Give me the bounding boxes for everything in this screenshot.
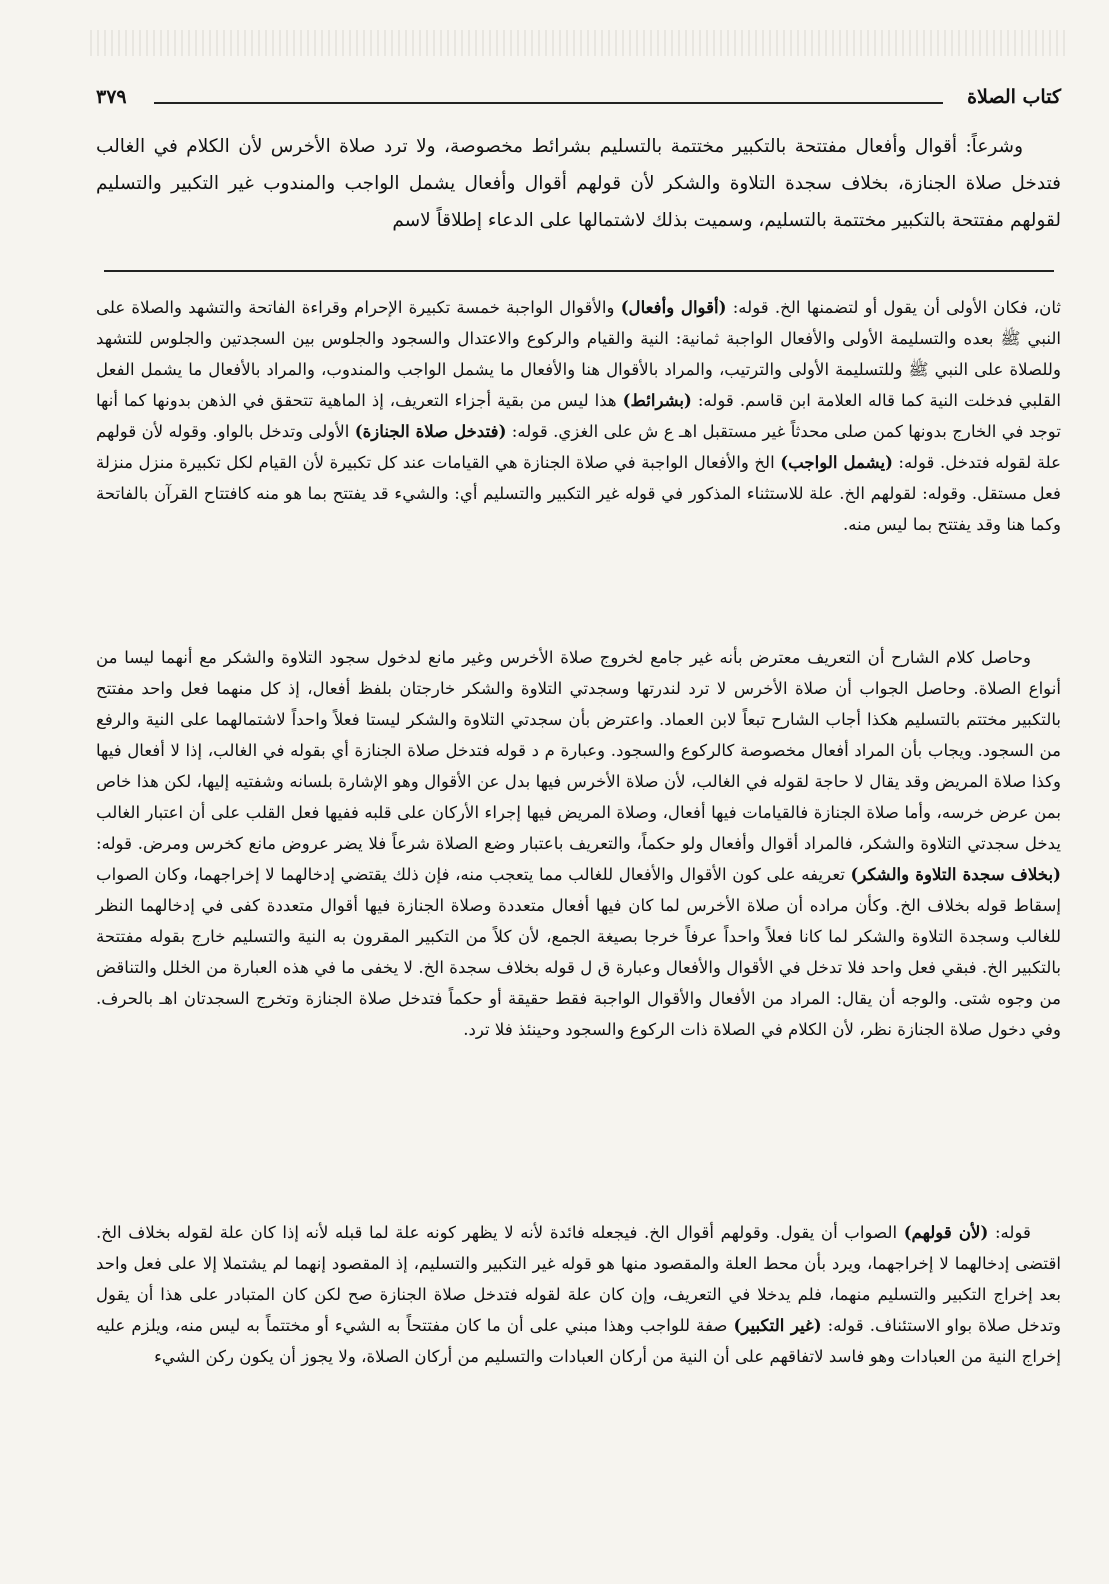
page-header [96,82,1061,116]
page-number: ٣٧٩ [96,86,127,108]
quoted-term: (بشرائط) [622,390,692,410]
main-text: وشرعاً: أقوال وأفعال مفتتحة بالتكبير مختتمة بالتسليم بشرائط مخصوصة، ولا ترد صلاة الأخرس لأن الكلام في الغالب فتدخل صلاة الجنازة، بخلاف سجدة التلاوة والشكر لأن قولهم أقوال وأفعال يشمل الواجب والمندوب غير التكبير والتسليم لقولهم مفتتحة بالتكبير مختتمة بالتسليم، وسميت بذلك لاشتمالها على الدعاء إطلاقاً لاسم [96,136,1061,231]
text-run: الصواب أن يقول. وقولهم أقوال الخ. فيجعله فائدة لأنه لا يظهر كونه علة لما قبله لأنه إذا كان علة لقوله بخلاف الخ. اقتضى إدخالهما لا إخراجهما، ويرد بأن محط العلة والمقصود منها هو قوله غير التكبير والتسليم، إذ المقصود إنهما لم يشتملا إلا على فعل واحد بعد إخراج التكبير والتسليم منهما، فلم يدخلا في التعريف، وإن كان علة لقوله فتدخل صلاة الجنازة صح لكن كان المتبادر على هذا أن يقول وتدخل صلاة بواو الاستئناف. قوله: [96,1223,1062,1335]
text-run: قوله: [988,1223,1031,1242]
text-run: ثان، فكان الأولى أن يقول أو لتضمنها الخ. قوله: [726,298,1061,317]
text-run: تعريفه على كون الأقوال والأفعال للغالب مما يتعجب منه، فإن ذلك يقتضي إدخالهما لا إخراجهما، وكان الصواب إسقاط قوله بخلاف الخ. وكأن مراده أن صلاة الأخرس لما كان فيها أفعال متعددة وصلاة الجنازة فيها أقوال متعددة كفى في إدخالهما النظر للغالب وسجدة التلاوة والشكر لما كانا فعلاً واحداً عرفاً خرجا بصيغة الجمع، لأن كلاً من التكبير المقرون به النية والتسليم خارج بقوله مفتتحة بالتكبير الخ. فبقي فعل واحد فلا تدخل في الأقوال والأفعال وعبارة ق ل قوله بخلاف سجدة الخ. لا يخفى ما في هذه العبارة من الخلل والتناقض من وجوه شتى. والوجه أن يقال: المراد من الأفعال والأقوال الواجبة فقط حقيقة أو حكماً فتدخل صلاة الجنازة وتخرج السجدتان اهـ بالحرف. وفي دخول صلاة الجنازة نظر، لأن الكلام في الصلاة ذات الركوع والسجود وحينئذ فلا ترد. [96,865,1061,1039]
quoted-term: (غير التكبير) [733,1315,822,1335]
quoted-term: (بخلاف سجدة التلاوة والشكر) [850,864,1061,884]
quoted-term: (أقوال وأفعال) [620,297,727,317]
text-run: والأقوال الواجبة خمسة تكبيرة الإحرام وقراءة الفاتحة والتشهد والصلاة على النبي ﷺ بعده والتسليمة الأولى والأفعال الواجبة ثمانية: النية والقيام والركوع والاعتدال والسجود والجلوس بين السجدتين والجلوس للتشهد وللصلاة على النبي ﷺ وللتسليمة الأولى والترتيب، والمراد بالأقوال هنا والأفعال ما يشمل الواجب والمندوب، والمراد بالأفعال ما يشمل الفعل القلبي فدخلت النية كما قاله العلامة ابن قاسم. قوله: [96,298,1062,410]
text-run: الخ والأفعال الواجبة في صلاة الجنازة هي القيامات عند كل تكبيرة لأن القيام لكل تكبيرة منزل منزلة فعل مستقل. وقوله: لقولهم الخ. علة للاستثناء المذكور في قوله غير التكبير والتسليم أي: والشيء قد يفتتح بما هو منه كافتتاح القرآن بالفاتحة وكما هنا وقد يفتتح بما ليس منه. [96,453,1061,534]
text-run: هذا ليس من بقية أجزاء التعريف، إذ الماهية تتحقق في الذهن بدونها كما أنها توجد في الخارج بدونها كمن صلى محدثاً غير مستقبل اهـ ع ش على الغزي. قوله: [96,391,1061,441]
header-rule [154,102,943,104]
quoted-term: (فتدخل صلاة الجنازة) [354,421,507,441]
text-run: الأولى وتدخل بالواو. وقوله لأن قولهم علة لقوله فتدخل. قوله: [96,422,1061,472]
commentary-paragraph-1 [96,292,1061,540]
scan-noise [90,30,1069,56]
commentary-paragraph-2 [96,642,1061,1045]
quoted-term: (يشمل الواجب) [780,452,893,472]
book-title: كتاب الصلاة [967,86,1061,108]
text-run: وحاصل كلام الشارح أن التعريف معترض بأنه غير جامع لخروج صلاة الأخرس وغير مانع لدخول سجود التلاوة والشكر مع أنهما ليسا من أنواع الصلاة. وحاصل الجواب أن صلاة الأخرس لا ترد لندرتها وسجدتي التلاوة والشكر خارجتان بلفظ أفعال، إذ كل منهما فعل واحد مفتتح بالتكبير مختتم بالتسليم هكذا أجاب الشارح تبعاً لابن العماد. واعترض بأن سجدتي التلاوة والشكر ليستا فعلاً واحداً لاشتمالهما على النية والرفع من السجود. ويجاب بأن المراد أفعال مخصوصة كالركوع والسجود. وعبارة م د قوله فتدخل صلاة الجنازة أي بقوله في الغالب، إذا لا أفعال فيها وكذا صلاة المريض وقد يقال لا حاجة لقوله في الغالب، لأن صلاة الأخرس فيها بدل عن الأقوال وهو الإشارة بلسانه وشفتيه إليها، لكن هذا خاص بمن عرض خرسه، وأما صلاة الجنازة فالقيامات فيها أفعال، وصلاة المريض فيها إجراء الأركان على قلبه ففيها فعل القلب على أن اعتبار الغالب يدخل سجدتي التلاوة والشكر، فالمراد أقوال وأفعال ولو حكماً، والتعريف باعتبار وضع الصلاة شرعاً فلا يضر عروض مانع كخرس ومرض. قوله: [96,648,1061,853]
footnote-separator [104,270,1054,272]
quoted-term: (لأن قولهم) [903,1222,989,1242]
commentary-paragraph-3 [96,1217,1061,1372]
text-run: صفة للواجب وهذا مبني على أن ما كان مفتتحاً به الشيء أو مختتماً به ليس منه، ويلزم عليه إخراج النية من العبادات وهو فاسد لاتفاقهم على أن النية من أركان العبادات والتسليم من أركان الصلاة، ولا يجوز أن يكون ركن الشيء [96,1316,1061,1366]
